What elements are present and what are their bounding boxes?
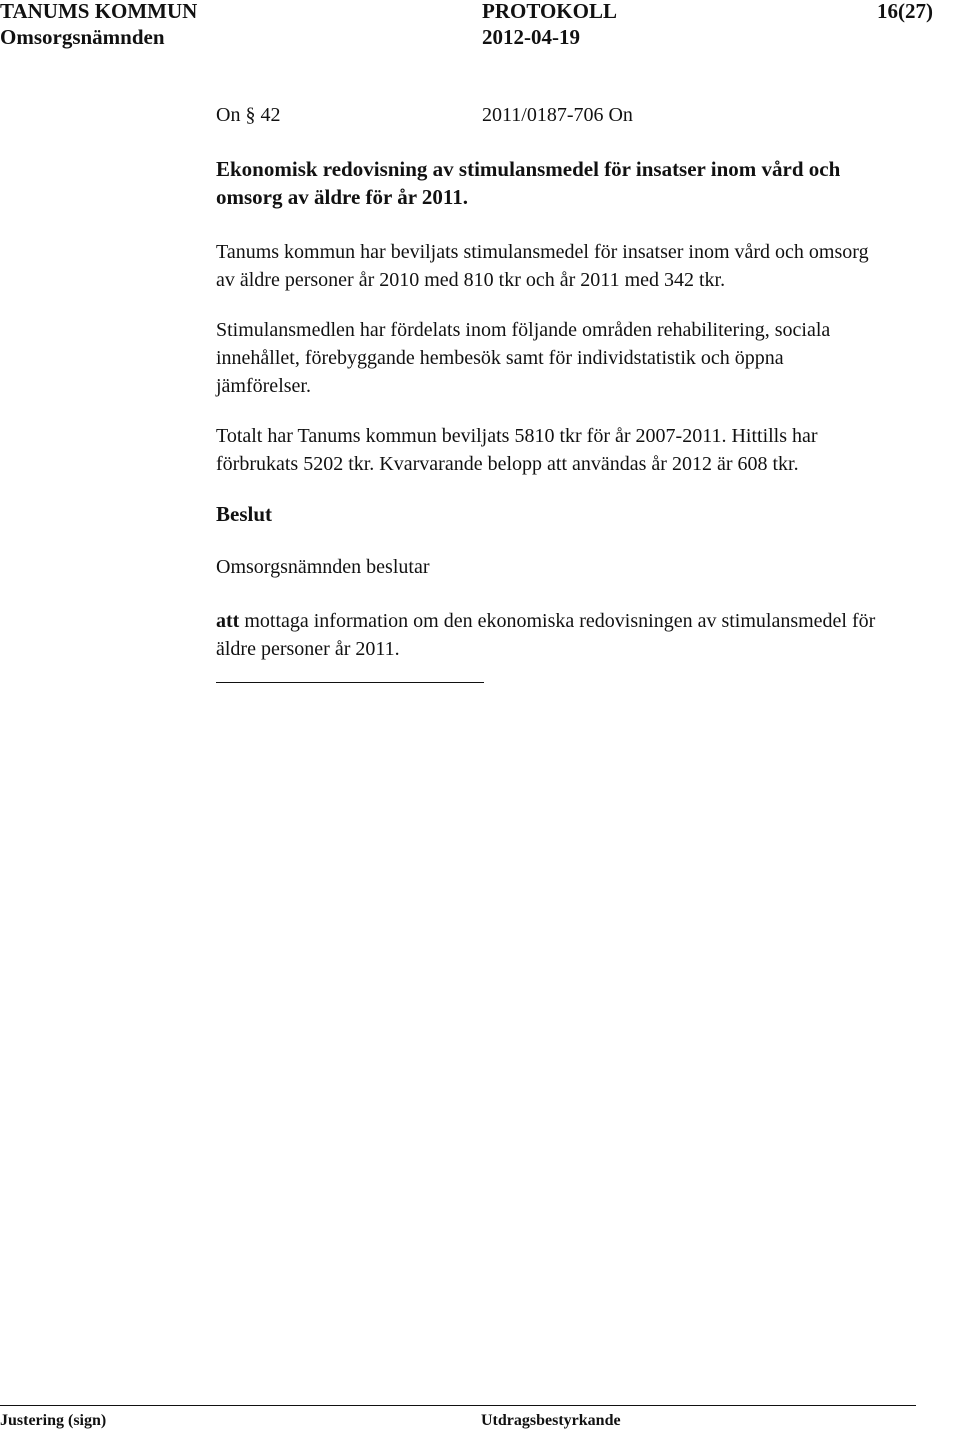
paragraph-line: förbrukats 5202 tkr. Kvarvarande belopp att användas år 2012 är 608 tkr. — [216, 453, 799, 475]
body-paragraph — [216, 316, 956, 400]
decision-heading: Beslut — [216, 502, 273, 526]
paragraph-line: Tanums kommun har beviljats stimulansmedel för insatser inom vård och omsorg — [216, 241, 869, 263]
paragraph-line: jämförelser. — [216, 375, 311, 397]
committee-name: Omsorgsnämnden — [0, 25, 165, 49]
meeting-date: 2012-04-19 — [482, 25, 580, 49]
body-paragraph — [216, 238, 956, 294]
paragraph-number: On § 42 — [216, 104, 281, 126]
section-separator — [216, 682, 484, 683]
paragraph-line: Totalt har Tanums kommun beviljats 5810 tkr för år 2007-2011. Hittills har — [216, 425, 818, 447]
case-number: 2011/0187-706 On — [482, 104, 633, 126]
item-title-line: Ekonomisk redovisning av stimulansmedel för insatser inom vård och — [216, 157, 841, 181]
decision-line — [216, 607, 956, 635]
decision-line-rest: mottaga information om den ekonomiska redovisningen av stimulansmedel för — [244, 610, 876, 632]
body-paragraph — [216, 422, 956, 478]
paragraph-line: Stimulansmedlen har fördelats inom följande områden rehabilitering, sociala — [216, 319, 831, 341]
document-type: PROTOKOLL — [482, 0, 617, 23]
page-number: 16(27) — [877, 0, 933, 23]
item-title-line: omsorg av äldre för år 2011. — [216, 185, 468, 209]
item-title — [216, 155, 956, 211]
att-keyword: att — [216, 610, 240, 632]
footer-utdragsbestyrkande: Utdragsbestyrkande — [481, 1412, 621, 1429]
paragraph-line: innehållet, förebyggande hembesök samt för individstatistik och öppna — [216, 347, 784, 369]
decision-line: äldre personer år 2011. — [216, 638, 400, 660]
organization-name: TANUMS KOMMUN — [0, 0, 198, 23]
paragraph-line: av äldre personer år 2010 med 810 tkr och år 2011 med 342 tkr. — [216, 269, 726, 291]
decision-intro: Omsorgsnämnden beslutar — [216, 556, 430, 578]
decision-text — [216, 607, 956, 663]
footer-rule — [0, 1405, 916, 1406]
footer-justering: Justering (sign) — [0, 1412, 107, 1429]
